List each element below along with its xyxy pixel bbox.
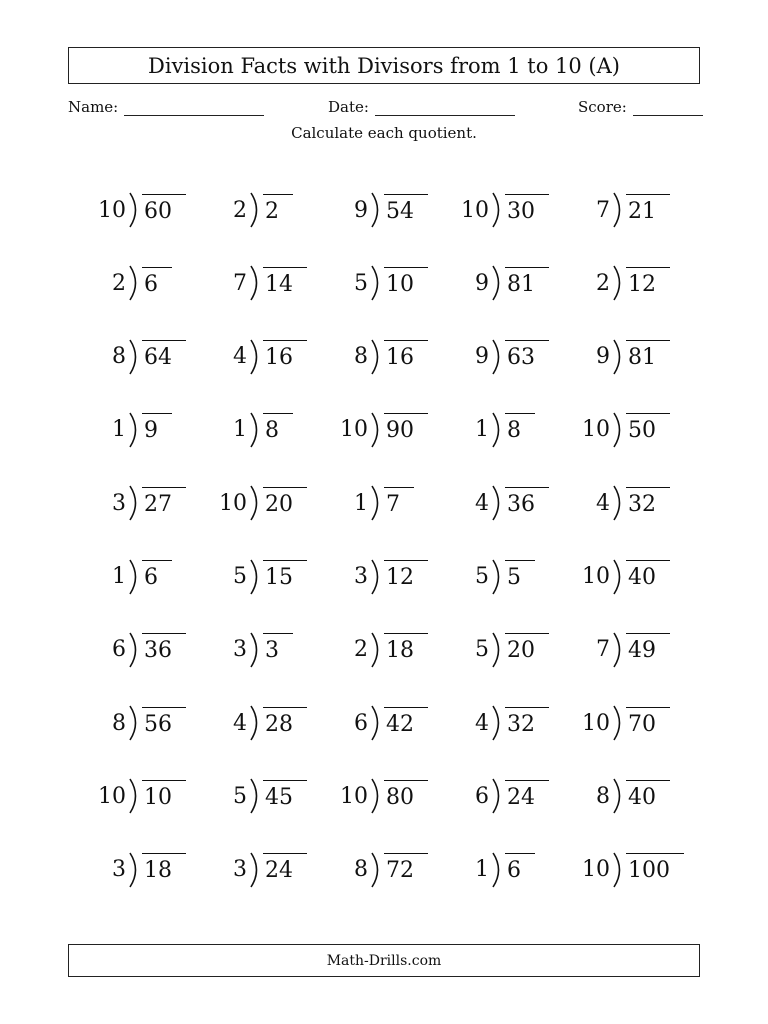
dividend: 81 — [505, 267, 549, 300]
divisor: 5 — [475, 637, 489, 663]
division-bracket-icon — [369, 338, 383, 376]
dividend: 16 — [384, 340, 428, 373]
dividend: 7 — [384, 487, 414, 520]
division-problem — [558, 776, 670, 816]
dividend: 40 — [626, 560, 670, 593]
dividend: 5 — [505, 560, 535, 593]
division-problem — [74, 410, 172, 450]
divisor: 10 — [219, 490, 247, 516]
division-bracket-icon — [127, 264, 141, 302]
divisor: 6 — [475, 783, 489, 809]
division-problem — [195, 703, 307, 743]
divisor: 6 — [354, 710, 368, 736]
dividend: 3 — [263, 633, 293, 666]
division-problem — [195, 483, 307, 523]
name-label: Name: — [68, 98, 119, 116]
division-bracket-icon — [611, 558, 625, 596]
division-bracket-icon — [248, 191, 262, 229]
dividend: 27 — [142, 487, 186, 520]
dividend: 15 — [263, 560, 307, 593]
division-problem — [195, 557, 307, 597]
dividend: 12 — [384, 560, 428, 593]
division-bracket-icon — [611, 191, 625, 229]
division-problem — [558, 850, 684, 890]
division-problem — [316, 337, 428, 377]
division-bracket-icon — [611, 631, 625, 669]
division-bracket-icon — [490, 338, 504, 376]
dividend: 80 — [384, 780, 428, 813]
instructions: Calculate each quotient. — [291, 124, 477, 142]
dividend: 10 — [142, 780, 186, 813]
dividend: 42 — [384, 707, 428, 740]
division-bracket-icon — [490, 704, 504, 742]
divisor: 1 — [475, 417, 489, 443]
divisor: 10 — [340, 417, 368, 443]
division-bracket-icon — [611, 704, 625, 742]
divisor: 4 — [233, 710, 247, 736]
divisor: 2 — [112, 270, 126, 296]
divisor: 10 — [98, 783, 126, 809]
division-problem — [74, 850, 186, 890]
division-problem — [195, 410, 293, 450]
divisor: 4 — [233, 344, 247, 370]
divisor: 1 — [475, 857, 489, 883]
divisor: 8 — [112, 710, 126, 736]
divisor: 8 — [112, 344, 126, 370]
dividend: 2 — [263, 194, 293, 227]
division-problem — [316, 850, 428, 890]
dividend: 56 — [142, 707, 186, 740]
dividend: 36 — [142, 633, 186, 666]
division-bracket-icon — [248, 631, 262, 669]
division-problem — [437, 337, 549, 377]
divisor: 10 — [461, 197, 489, 223]
division-bracket-icon — [127, 851, 141, 889]
division-problem — [437, 776, 549, 816]
division-bracket-icon — [248, 411, 262, 449]
divisor: 3 — [112, 857, 126, 883]
division-problem — [316, 410, 428, 450]
dividend: 14 — [263, 267, 307, 300]
dividend: 90 — [384, 413, 428, 446]
dividend: 18 — [142, 853, 186, 886]
division-problem — [437, 263, 549, 303]
dividend: 8 — [505, 413, 535, 446]
footer-text: Math-Drills.com — [326, 952, 442, 969]
score-label: Score: — [578, 98, 627, 116]
divisor: 9 — [596, 344, 610, 370]
division-bracket-icon — [248, 851, 262, 889]
division-bracket-icon — [611, 851, 625, 889]
division-problem — [437, 850, 535, 890]
division-bracket-icon — [248, 777, 262, 815]
division-problem — [316, 557, 428, 597]
division-bracket-icon — [127, 191, 141, 229]
divisor: 2 — [354, 637, 368, 663]
dividend: 6 — [505, 853, 535, 886]
division-bracket-icon — [369, 777, 383, 815]
division-bracket-icon — [369, 411, 383, 449]
dividend: 36 — [505, 487, 549, 520]
division-problem — [74, 630, 186, 670]
division-bracket-icon — [127, 704, 141, 742]
divisor: 2 — [596, 270, 610, 296]
division-problem — [558, 263, 670, 303]
divisor: 3 — [112, 490, 126, 516]
divisor: 1 — [112, 417, 126, 443]
dividend: 100 — [626, 853, 684, 886]
dividend: 24 — [505, 780, 549, 813]
division-problem — [558, 190, 670, 230]
division-problem — [437, 190, 549, 230]
dividend: 21 — [626, 194, 670, 227]
divisor: 9 — [475, 344, 489, 370]
divisor: 1 — [354, 490, 368, 516]
divisor: 1 — [112, 564, 126, 589]
divisor: 10 — [582, 564, 610, 589]
dividend: 28 — [263, 707, 307, 740]
division-problem — [74, 337, 186, 377]
dividend: 6 — [142, 560, 172, 593]
division-problem — [195, 776, 307, 816]
division-problem — [74, 703, 186, 743]
date-line[interactable] — [375, 95, 515, 116]
divisor: 3 — [354, 564, 368, 589]
dividend: 6 — [142, 267, 172, 300]
division-bracket-icon — [611, 484, 625, 522]
dividend: 24 — [263, 853, 307, 886]
division-bracket-icon — [490, 777, 504, 815]
divisor: 3 — [233, 637, 247, 663]
division-bracket-icon — [369, 851, 383, 889]
dividend: 64 — [142, 340, 186, 373]
dividend: 49 — [626, 633, 670, 666]
division-bracket-icon — [248, 338, 262, 376]
division-problem — [74, 263, 172, 303]
division-bracket-icon — [127, 338, 141, 376]
divisor: 8 — [354, 857, 368, 883]
division-problem — [195, 337, 307, 377]
dividend: 9 — [142, 413, 172, 446]
division-bracket-icon — [490, 851, 504, 889]
date-label: Date: — [328, 98, 369, 116]
division-problem — [195, 263, 307, 303]
dividend: 70 — [626, 707, 670, 740]
divisor: 10 — [340, 783, 368, 809]
divisor: 5 — [233, 564, 247, 589]
divisor: 10 — [582, 417, 610, 443]
divisor: 6 — [112, 637, 126, 663]
dividend: 63 — [505, 340, 549, 373]
division-problem — [437, 703, 549, 743]
division-bracket-icon — [127, 558, 141, 596]
division-bracket-icon — [490, 484, 504, 522]
divisor: 10 — [582, 710, 610, 736]
division-problem — [558, 410, 670, 450]
dividend: 10 — [384, 267, 428, 300]
dividend: 16 — [263, 340, 307, 373]
divisor: 5 — [475, 564, 489, 589]
division-bracket-icon — [490, 411, 504, 449]
divisor: 8 — [596, 783, 610, 809]
division-problem — [74, 776, 186, 816]
division-problem — [558, 483, 670, 523]
division-problem — [195, 850, 307, 890]
dividend: 32 — [505, 707, 549, 740]
dividend: 50 — [626, 413, 670, 446]
dividend: 20 — [263, 487, 307, 520]
divisor: 1 — [233, 417, 247, 443]
division-problem — [316, 483, 414, 523]
division-problem — [195, 630, 293, 670]
divisor: 10 — [582, 857, 610, 883]
title-text: Division Facts with Divisors from 1 to 10 (A) — [148, 53, 620, 78]
date-field — [328, 95, 515, 116]
division-problem — [437, 410, 535, 450]
divisor: 4 — [596, 490, 610, 516]
divisor: 10 — [98, 197, 126, 223]
dividend: 32 — [626, 487, 670, 520]
division-bracket-icon — [369, 191, 383, 229]
division-bracket-icon — [248, 558, 262, 596]
name-line[interactable] — [124, 95, 264, 116]
division-bracket-icon — [127, 411, 141, 449]
division-problem — [74, 557, 172, 597]
worksheet-title — [68, 47, 700, 84]
dividend: 20 — [505, 633, 549, 666]
division-bracket-icon — [611, 264, 625, 302]
division-problem — [437, 630, 549, 670]
division-bracket-icon — [127, 484, 141, 522]
dividend: 54 — [384, 194, 428, 227]
division-problem — [316, 190, 428, 230]
score-line[interactable] — [633, 95, 703, 116]
divisor: 5 — [233, 783, 247, 809]
division-problem — [558, 630, 670, 670]
division-bracket-icon — [369, 558, 383, 596]
division-problem — [558, 337, 670, 377]
division-problem — [316, 630, 428, 670]
divisor: 4 — [475, 710, 489, 736]
division-problem — [74, 483, 186, 523]
dividend: 30 — [505, 194, 549, 227]
divisor: 3 — [233, 857, 247, 883]
divisor: 7 — [596, 637, 610, 663]
dividend: 81 — [626, 340, 670, 373]
division-bracket-icon — [490, 191, 504, 229]
dividend: 45 — [263, 780, 307, 813]
division-bracket-icon — [369, 484, 383, 522]
name-field — [68, 95, 264, 116]
divisor: 5 — [354, 270, 368, 296]
dividend: 72 — [384, 853, 428, 886]
divisor: 2 — [233, 197, 247, 223]
division-bracket-icon — [369, 631, 383, 669]
division-bracket-icon — [490, 631, 504, 669]
division-bracket-icon — [369, 704, 383, 742]
divisor: 4 — [475, 490, 489, 516]
division-bracket-icon — [369, 264, 383, 302]
division-problem — [437, 557, 535, 597]
division-bracket-icon — [248, 704, 262, 742]
division-bracket-icon — [127, 631, 141, 669]
dividend: 40 — [626, 780, 670, 813]
division-bracket-icon — [490, 264, 504, 302]
division-problem — [195, 190, 293, 230]
score-field — [578, 95, 703, 116]
division-bracket-icon — [490, 558, 504, 596]
division-problem — [437, 483, 549, 523]
dividend: 18 — [384, 633, 428, 666]
divisor: 7 — [596, 197, 610, 223]
division-bracket-icon — [248, 484, 262, 522]
divisor: 8 — [354, 344, 368, 370]
division-problem — [558, 703, 670, 743]
dividend: 60 — [142, 194, 186, 227]
dividend: 8 — [263, 413, 293, 446]
division-problem — [316, 776, 428, 816]
division-problem — [316, 263, 428, 303]
divisor: 9 — [475, 270, 489, 296]
dividend: 12 — [626, 267, 670, 300]
division-problem — [558, 557, 670, 597]
division-bracket-icon — [611, 777, 625, 815]
division-bracket-icon — [248, 264, 262, 302]
division-problem — [74, 190, 186, 230]
divisor: 9 — [354, 197, 368, 223]
divisor: 7 — [233, 270, 247, 296]
division-bracket-icon — [611, 411, 625, 449]
division-bracket-icon — [611, 338, 625, 376]
division-bracket-icon — [127, 777, 141, 815]
division-problem — [316, 703, 428, 743]
footer — [68, 944, 700, 977]
